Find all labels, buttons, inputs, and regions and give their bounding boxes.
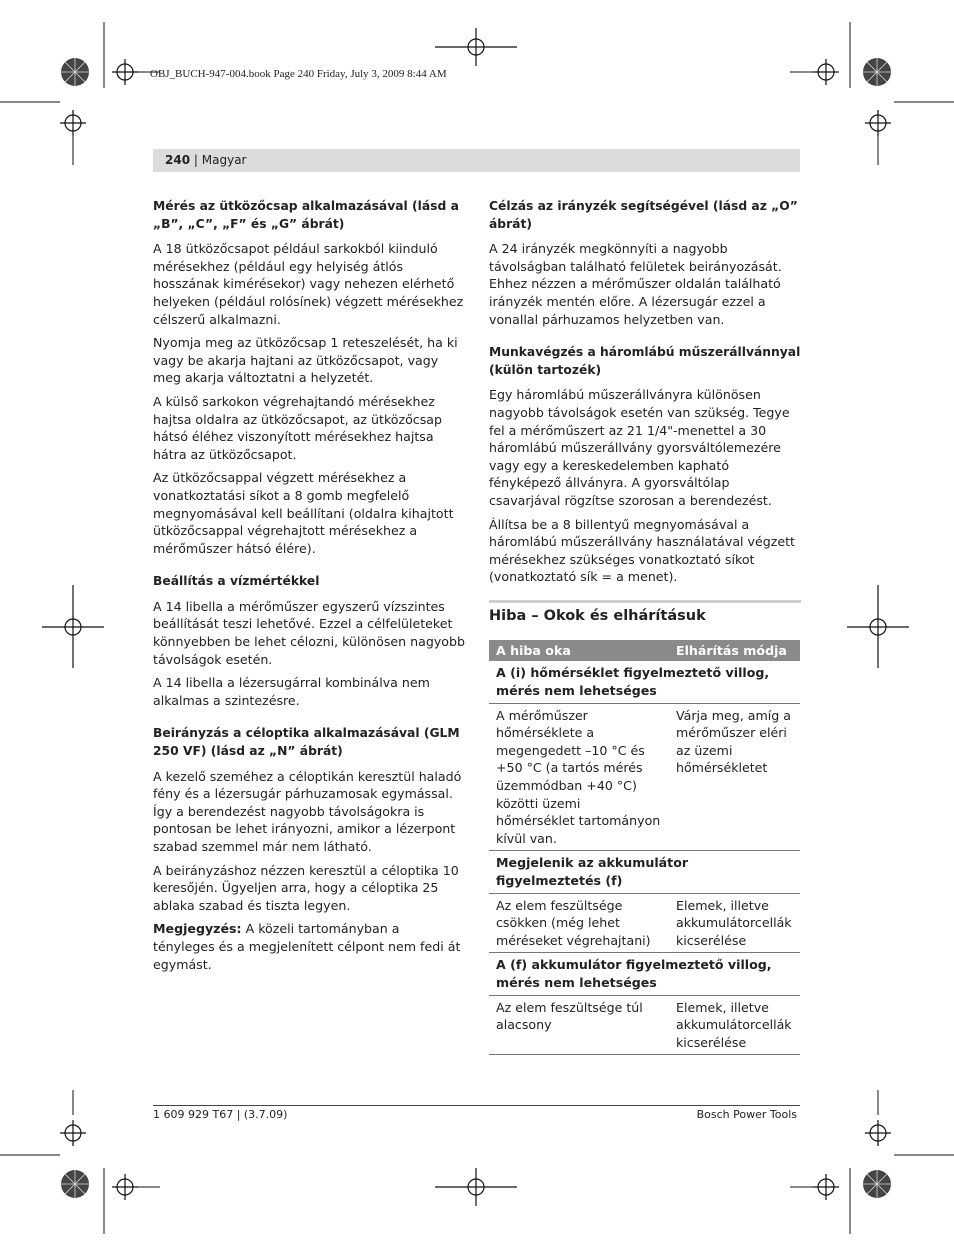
error-cause: A mérőműszer hőmérséklete a megengedett –10 °C és +50 °C (a tartós mérés üzemmódban +40 °C) közötti üzemi hőmérséklet tartományon kívül van. [489, 703, 669, 851]
footer-rule [153, 1105, 800, 1106]
header-separator: | [193, 153, 198, 167]
page-header [153, 149, 800, 172]
note-paragraph [153, 920, 465, 973]
error-cause: Az elem feszültsége túl alacsony [489, 995, 669, 1055]
header-language: Magyar [201, 153, 247, 167]
column-header: Elhárítás módja [669, 640, 800, 662]
note-label: Megjegyzés: [153, 921, 242, 937]
section-title: Célzás az irányzék segítségével (lásd az „O” ábrát) [489, 199, 798, 231]
section-title: Mérés az ütközőcsap alkalmazásával (lásd a „B”, „C”, „F” és „G” ábrát) [153, 199, 459, 231]
error-fix: Várja meg, amíg a mérőműszer eléri az üzemi hőmérsékletet [669, 703, 800, 851]
right-column [489, 198, 801, 1055]
paragraph: A 14 libella a lézersugárral kombinálva nem alkalmas a szintezésre. [153, 675, 430, 708]
troubleshooting-table [489, 640, 800, 1055]
paragraph: A 24 irányzék megkönnyíti a nagyobb távolságban található felületek beirányozását. Ehhez nézzen a mérőműszer oldalán található irányzék mentén előre. A lézersugár ezzel a vonallal párhuzamos helyzetben van. [489, 241, 782, 327]
table-group-row [489, 661, 800, 703]
column-header: A hiba oka [489, 640, 669, 662]
note-text: A közeli tartományban a tényleges és a megjelenített célpont nem fedi át egymást. [153, 921, 461, 972]
error-cause: Az elem feszültsége csökken (még lehet méréseket végrehajtani) [489, 893, 669, 953]
paragraph: Állítsa be a 8 billentyű megnyomásával a háromlábú műszerállvány használatával végzett mérésekhez szükséges vonatkoztató síkot (vonatkoztató sík = a menet). [489, 516, 795, 585]
section-title: Beirányzás a céloptika alkalmazásával (GLM 250 VF) (lásd az „N” ábrát) [153, 726, 460, 759]
paragraph: Az ütközőcsappal végzett mérésekhez a vonatkoztatási síkot a 8 gomb megfelelő megnyomásával kell beállítani (oldalra kihajtott ütközőcsappal végrehajtott mérésekhez a mérőműszer hátsó élére). [153, 470, 454, 556]
troubleshooting-title: Hiba – Okok és elhárításuk [489, 600, 801, 626]
footer-brand: Bosch Power Tools [696, 1108, 797, 1121]
section-title: Beállítás a vízmértékkel [153, 574, 320, 589]
left-column [153, 198, 465, 979]
paragraph: Nyomja meg az ütközőcsap 1 reteszelését, ha ki vagy be akarja hajtani az ütközőcsapot, vagy meg akarja változtatni a helyzetét. [153, 335, 458, 386]
error-fix: Elemek, illetve akkumulátorcellák kicserélése [669, 893, 800, 953]
table-row [489, 703, 800, 851]
page-number: 240 [165, 153, 191, 167]
section-title: Munkavégzés a háromlábú műszerállvánnyal (külön tartozék) [489, 345, 801, 377]
error-title: Megjelenik az akkumulátor figyelmeztetés (f) [489, 851, 800, 893]
error-fix: Elemek, illetve akkumulátorcellák kicserélése [669, 995, 800, 1055]
paragraph: A külső sarkokon végrehajtandó mérésekhez hajtsa oldalra az ütközőcsapot, az ütközőcsap hátsó éléhez viszonyított mérésekhez hajtsa hátra az ütközőcsapot. [153, 393, 443, 462]
paragraph: A beirányzáshoz nézzen keresztül a céloptika 10 keresőjén. Ügyeljen arra, hogy a céloptika 25 ablaka szabad és tiszta legyen. [153, 862, 459, 913]
error-title: A (i) hőmérséklet figyelmeztető villog, mérés nem lehetséges [489, 661, 800, 703]
paragraph: A kezelő szeméhez a céloptikán keresztül haladó fény és a lézersugár párhuzamosak egymással. Így a berendezést nagyobb távolságokra is pontosan be lehet irányozni, amikor a lézerpont szabad szemmel már nem látható. [153, 768, 462, 854]
print-info: OBJ_BUCH-947-004.book Page 240 Friday, July 3, 2009 8:44 AM [150, 68, 447, 80]
error-title: A (f) akkumulátor figyelmeztető villog, mérés nem lehetséges [489, 953, 800, 995]
table-group-row [489, 851, 800, 893]
table-header-row [489, 640, 800, 662]
footer-doc-number: 1 609 929 T67 | (3.7.09) [153, 1108, 288, 1121]
paragraph: A 18 ütközőcsapot például sarkokból kiinduló mérésekhez (például egy helyiség átlós hosszának kimérésekor) vagy nehezen elérhető helyeken (például rolósínek) végzett mérésekhez célszerű alkalmazni. [153, 241, 464, 327]
paragraph: A 14 libella a mérőműszer egyszerű vízszintes beállítását teszi lehetővé. Ezzel a célfelületeket könnyebben be lehet célozni, különösen nagyobb távolságok esetén. [153, 598, 465, 667]
table-row [489, 995, 800, 1055]
table-group-row [489, 953, 800, 995]
paragraph: Egy háromlábú műszerállványra különösen nagyobb távolságok esetén van szükség. Tegye fel a mérőműszert az 21 1/4"-menettel a 30 háromlábú műszerállvány gyorsváltólemezére vagy egy a kereskedelemben kapható fényképező állványra. A gyorsváltólap csavarjával rögzítse szorosan a berendezést. [489, 387, 790, 508]
table-row [489, 893, 800, 953]
